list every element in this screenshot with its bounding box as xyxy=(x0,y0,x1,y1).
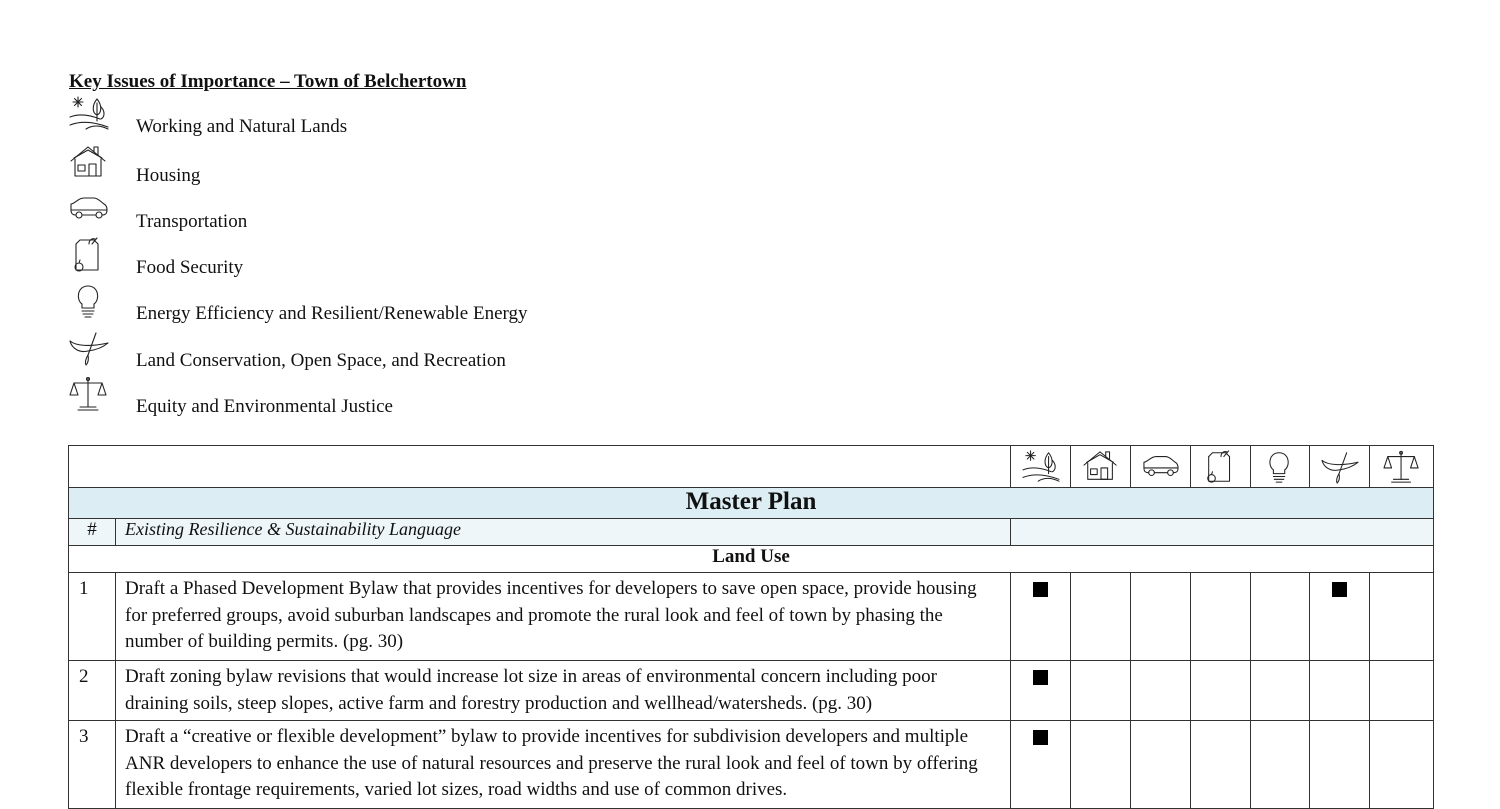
mark-cell xyxy=(1251,661,1310,721)
band-title: Master Plan xyxy=(69,488,1434,519)
mark-cell xyxy=(1191,573,1251,661)
mark-cell xyxy=(1251,573,1310,661)
legend-label: Energy Efficiency and Resilient/Renewable Energy xyxy=(136,303,528,324)
mark-cell xyxy=(1310,573,1370,661)
row-number: 2 xyxy=(69,661,116,721)
row-text: Draft zoning bylaw revisions that would increase lot size in areas of environmental concern including poor draining soils, steep slopes, active farm and forestry production and wellhead/watersheds. (pg. 30) xyxy=(116,661,1011,721)
mark-cell xyxy=(1011,721,1071,809)
issues-header-blank xyxy=(1011,519,1434,546)
icon-header-row xyxy=(69,446,1434,488)
section-row-land-use xyxy=(69,546,1434,573)
master-plan-table xyxy=(68,445,1434,809)
checked-square-mark xyxy=(1033,730,1048,745)
mark-cell xyxy=(1251,721,1310,809)
canoe-icon xyxy=(1319,449,1361,485)
page-title: Key Issues of Importance – Town of Belchertown xyxy=(69,71,467,92)
legend-item-transportation xyxy=(68,190,768,234)
legend-item-working-lands xyxy=(68,95,768,139)
lightbulb-icon xyxy=(1259,449,1301,485)
legend-label: Working and Natural Lands xyxy=(136,116,348,137)
mark-cell xyxy=(1011,573,1071,661)
mark-cell xyxy=(1370,721,1434,809)
scales-icon xyxy=(1381,449,1423,485)
mark-cell xyxy=(1011,661,1071,721)
mark-cell xyxy=(1191,721,1251,809)
mark-cell xyxy=(1071,721,1131,809)
table-row xyxy=(69,573,1434,661)
header-blank-cell xyxy=(69,446,1011,488)
landscape-icon xyxy=(1020,449,1062,485)
car-icon xyxy=(68,190,110,228)
number-column-header: # xyxy=(69,519,116,546)
checked-square-mark xyxy=(1332,582,1347,597)
scales-icon xyxy=(68,375,110,413)
section-title: Land Use xyxy=(69,546,1434,573)
mark-cell xyxy=(1370,573,1434,661)
legend-item-food-security xyxy=(68,236,768,280)
lightbulb-icon xyxy=(68,282,110,320)
car-icon xyxy=(1140,449,1182,485)
row-number: 1 xyxy=(69,573,116,661)
mark-cell xyxy=(1071,661,1131,721)
column-header-row xyxy=(69,519,1434,546)
mark-cell xyxy=(1191,661,1251,721)
row-text: Draft a Phased Development Bylaw that provides incentives for developers to save open space, provide housing for preferred groups, avoid suburban landscapes and promote the rural look and feel of town by phasing the number of building permits. (pg. 30) xyxy=(116,573,1011,661)
legend-item-equity xyxy=(68,375,768,419)
mark-cell xyxy=(1131,661,1191,721)
legend-label: Housing xyxy=(136,165,201,186)
mark-cell xyxy=(1071,573,1131,661)
mark-cell xyxy=(1131,721,1191,809)
grocery-bag-icon xyxy=(1200,449,1242,485)
legend-item-energy xyxy=(68,282,768,326)
legend-label: Food Security xyxy=(136,257,244,278)
language-column-header: Existing Resilience & Sustainability Language xyxy=(116,519,1011,546)
house-icon xyxy=(1080,449,1122,485)
legend-label: Land Conservation, Open Space, and Recreation xyxy=(136,350,506,371)
table-row xyxy=(69,661,1434,721)
mark-cell xyxy=(1370,661,1434,721)
landscape-icon xyxy=(68,95,110,133)
canoe-icon xyxy=(68,329,110,367)
mark-cell xyxy=(1310,721,1370,809)
row-text: Draft a “creative or flexible development” bylaw to provide incentives for subdivision developers and multiple ANR developers to enhance the use of natural resources and preserve the rural look and feel of town by offering flexible frontage requirements, varied lot sizes, road widths and use of common drives. xyxy=(116,721,1011,809)
grocery-bag-icon xyxy=(68,236,110,274)
legend-item-housing xyxy=(68,144,768,188)
table-row xyxy=(69,721,1434,809)
checked-square-mark xyxy=(1033,670,1048,685)
row-number: 3 xyxy=(69,721,116,809)
legend-label: Transportation xyxy=(136,211,248,232)
mark-cell xyxy=(1310,661,1370,721)
master-plan-band xyxy=(69,488,1434,519)
house-icon xyxy=(68,144,110,182)
mark-cell xyxy=(1131,573,1191,661)
legend-label: Equity and Environmental Justice xyxy=(136,396,393,417)
legend-item-conservation xyxy=(68,329,768,373)
checked-square-mark xyxy=(1033,582,1048,597)
